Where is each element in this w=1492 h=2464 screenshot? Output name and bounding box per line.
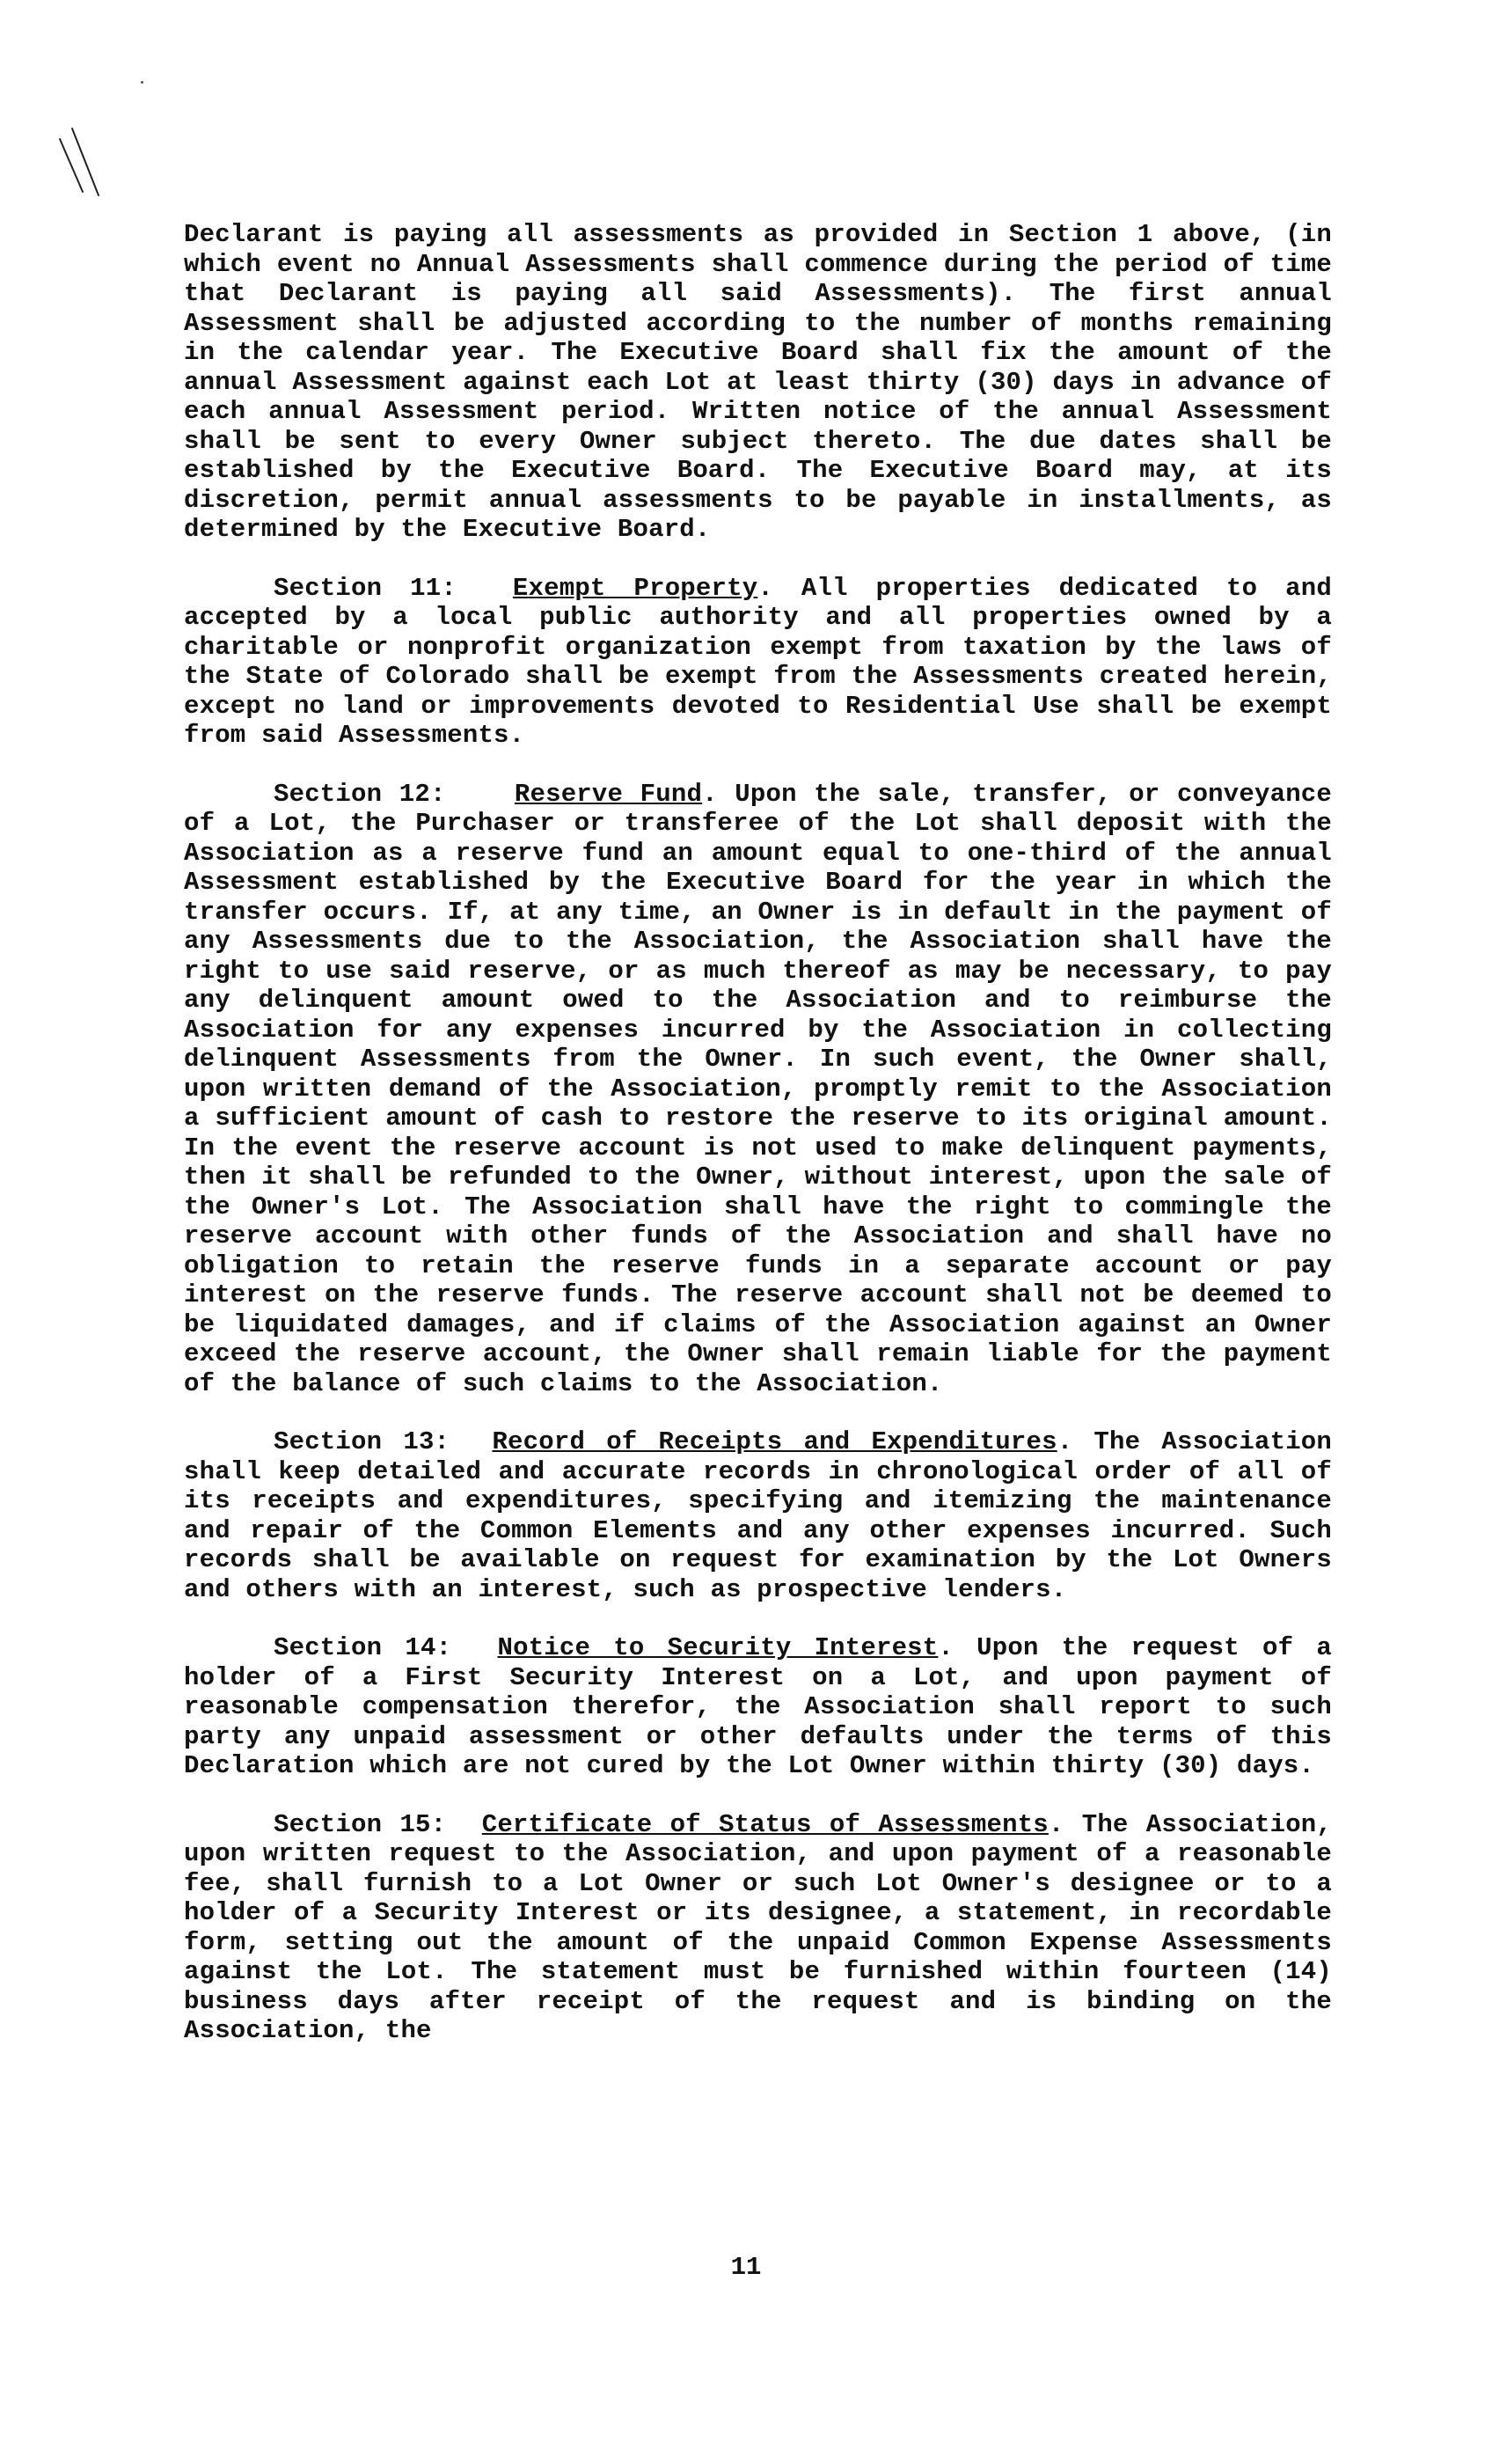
section-body: . The Association shall keep detailed and accurate records in chronological order of all of its receipts and expenditures, specifying and itemizing the maintenance and repair of the Common Elements and any other expenses incurred. Such records shall be available on request for examination by the Lot Owners and others with an interest, such as prospective lenders.: [184, 1427, 1332, 1604]
section-13: [184, 1427, 1332, 1604]
section-body: . All properties dedicated to and accepted by a local public authority and all properties owned by a charitable or nonprofit organization exempt from taxation by the laws of the State of Colorado shall be exempt from the Assessments created herein, except no land or improvements devoted to Residential Use shall be exempt from said Assessments.: [184, 573, 1332, 750]
section-body: . Upon the request of a holder of a First Security Interest on a Lot, and upon payment of reasonable compensation therefor, the Association shall report to such party any unpaid assessment or other defaults under the terms of this Declaration which are not cured by the Lot Owner within thirty (30) days.: [184, 1633, 1332, 1780]
section-15: [184, 1810, 1332, 2046]
section-label: Section 13:: [274, 1427, 450, 1456]
section-14: [184, 1633, 1332, 1781]
section-body: . The Association, upon written request to the Association, and upon payment of a reasonable fee, shall furnish to a Lot Owner or such Lot Owner's designee or to a holder of a Security Interest or its designee, a statement, in recordable form, setting out the amount of the unpaid Common Expense Assessments against the Lot. The statement must be furnished within fourteen (14) business days after receipt of the request and is binding on the Association, the: [184, 1809, 1332, 2045]
section-label: Section 15:: [274, 1809, 447, 1839]
section-11: [184, 574, 1332, 751]
document-body: [184, 220, 1332, 2075]
section-body: . Upon the sale, transfer, or conveyance of a Lot, the Purchaser or transferee of the Lot shall deposit with the Association as a reserve fund an amount equal to one-third of the annual Assessment established by the Executive Board for the year in which the transfer occurs. If, at any time, an Owner is in default in the payment of any Assessments due to the Association, the Association shall have the right to use said reserve, or as much thereof as may be necessary, to pay any delinquent amount owed to the Association and to reimburse the Association for any expenses incurred by the Association in collecting delinquent Assessments from the Owner. In such event, the Owner shall, upon written demand of the Association, promptly remit to the Association a sufficient amount of cash to restore the reserve to its original amount. In the event the reserve account is not used to make delinquent payments, then it shall be refunded to the Owner, without interest, upon the sale of the Owner's Lot. The Association shall have the right to commingle the reserve account with other funds of the Association and shall have no obligation to retain the reserve funds in a separate account or pay interest on the reserve funds. The reserve account shall not be deemed to be liquidated damages, and if claims of the Association against an Owner exceed the reserve account, the Owner shall remain liable for the payment of the balance of such claims to the Association.: [184, 779, 1332, 1398]
section-heading: Notice to Security Interest: [497, 1633, 939, 1662]
opening-paragraph: Declarant is paying all assessments as provided in Section 1 above, (in which event no Annual Assessments shall commence during the period of time that Declarant is paying all said Assessments). The first annual Assessment shall be adjusted according to the number of months remaining in the calendar year. The Executive Board shall fix the amount of the annual Assessment against each Lot at least thirty (30) days in advance of each annual Assessment period. Written notice of the annual Assessment shall be sent to every Owner subject thereto. The due dates shall be established by the Executive Board. The Executive Board may, at its discretion, permit annual assessments to be payable in installments, as determined by the Executive Board.: [184, 220, 1332, 544]
scan-speck: [141, 81, 143, 84]
section-heading: Certificate of Status of Assessments: [481, 1809, 1049, 1839]
handwritten-mark: [53, 97, 132, 202]
section-heading: Exempt Property: [512, 573, 758, 603]
section-label: Section 11:: [274, 573, 457, 603]
page-number: 11: [730, 2253, 762, 2282]
section-label: Section 14:: [274, 1633, 452, 1662]
section-heading: Reserve Fund: [514, 779, 703, 809]
section-heading: Record of Receipts and Expenditures: [492, 1427, 1057, 1456]
section-label: Section 12:: [274, 779, 446, 809]
section-12: [184, 780, 1332, 1399]
